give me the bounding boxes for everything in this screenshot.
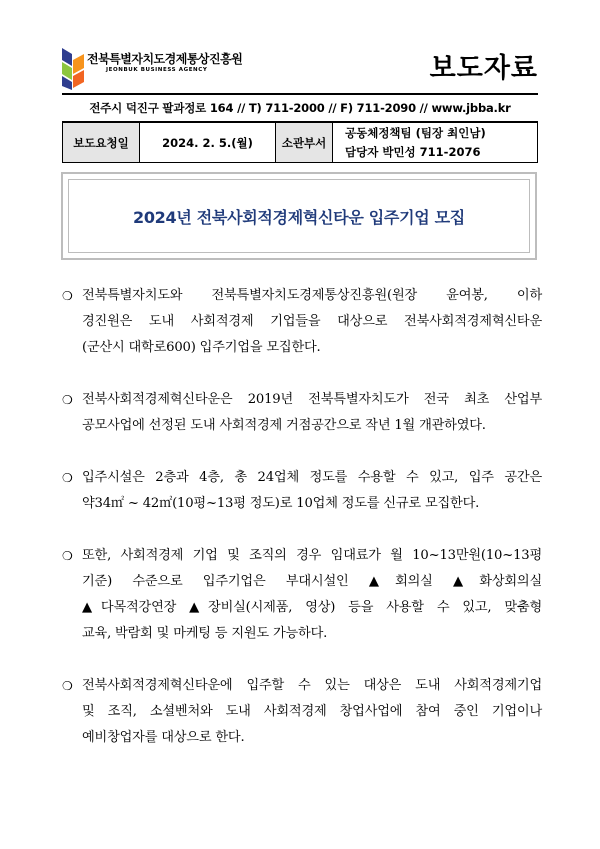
dept-label: 소관부서 [276, 123, 333, 163]
agency-logo [60, 46, 260, 92]
paragraph-line: 기준) 수준으로 입주기업은 부대시설인 ▲회의실 ▲화상회의실 [82, 574, 542, 589]
org-name: 전북특별자치도경제통상진흥원 [87, 52, 243, 66]
bullet-icon: ❍ [62, 549, 73, 563]
paragraph [62, 283, 542, 361]
dept-contact: 담당자 박민성 711-2076 [345, 144, 481, 159]
bullet-icon: ❍ [62, 289, 73, 303]
request-date-label: 보도요청일 [63, 123, 140, 163]
paragraph [62, 387, 542, 439]
paragraph [62, 543, 542, 647]
paragraph [62, 465, 542, 517]
request-date-value: 2024. 2. 5.(월) [140, 123, 276, 163]
paragraph-line: 예비창업자를 대상으로 한다. [82, 730, 245, 745]
paragraph [62, 673, 542, 751]
page-title: 2024년 전북사회적경제혁신타운 입주기업 모집 [133, 207, 465, 227]
paragraph-line: 경진원은 도내 사회적경제 기업들을 대상으로 전북사회적경제혁신타운 [82, 314, 542, 329]
paragraph-line: 전북사회적경제혁신타운은 2019년 전북특별자치도가 전국 최초 산업부 [82, 392, 542, 407]
title-box [61, 172, 537, 260]
paragraph-line: 입주시설은 2층과 4층, 총 24업체 정도를 수용할 수 있고, 입주 공간은 [82, 470, 542, 485]
paragraph-line: ▲다목적강연장 ▲장비실(시제품, 영상) 등을 사용할 수 있고, 맞춤형 [82, 600, 542, 615]
paragraph-line: 전북특별자치도와 전북특별자치도경제통상진흥원(원장 윤여봉, 이하 [82, 288, 542, 303]
dept-value [333, 123, 538, 163]
paragraph-line: 약34㎡ ~ 42㎡(10평~13평 정도)로 10업체 정도를 신규로 모집한다. [82, 496, 480, 511]
paragraph-line: 교육, 박람회 및 마케팅 등 지원도 가능하다. [82, 626, 328, 641]
doc-type-heading: 보도자료 [429, 53, 538, 84]
paragraph-line: 및 조직, 소셜벤처와 도내 사회적경제 창업사업에 참여 중인 기업이나 [82, 704, 542, 719]
paragraph-line: (군산시 대학로600) 입주기업을 모집한다. [82, 340, 321, 355]
paragraph-line: 또한, 사회적경제 기업 및 조직의 경우 임대료가 월 10~13만원(10~13평 [82, 548, 542, 563]
paragraph-line: 전북사회적경제혁신타운에 입주할 수 있는 대상은 도내 사회적경제기업 [82, 678, 542, 693]
contact-line: 전주시 덕진구 팔과정로 164 // T) 711-2000 // F) 711-2090 // www.jbba.kr [62, 93, 538, 122]
paragraph-line: 공모사업에 선정된 도내 사회적경제 거점공간으로 작년 1월 개관하였다. [82, 418, 486, 433]
org-name-en: JEONBUK BUSINESS AGENCY [106, 67, 208, 73]
agency-logo-icon [60, 46, 86, 92]
bullet-icon: ❍ [62, 393, 73, 407]
bullet-icon: ❍ [62, 471, 73, 485]
meta-table [62, 122, 538, 163]
dept-team: 공동체정책팀 (팀장 최인남) [345, 125, 486, 140]
body-text [62, 283, 542, 777]
bullet-icon: ❍ [62, 679, 73, 693]
